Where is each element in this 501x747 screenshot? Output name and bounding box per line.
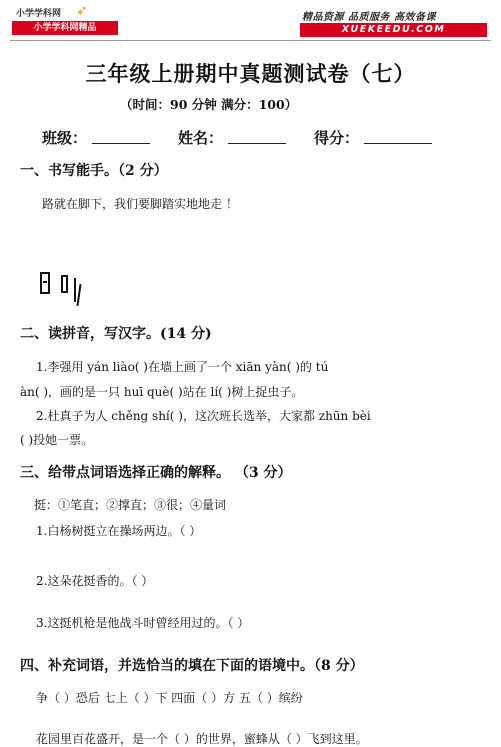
- section-4-line: 争（ ）恐后 七上（ ）下 四面（ ）方 五（ ）缤纷: [36, 691, 303, 705]
- section-1-heading: 一、书写能手。（2 分）: [20, 163, 168, 179]
- page-title: 三年级上册期中真题测试卷（七）: [85, 61, 416, 86]
- class-label: 班级：: [42, 129, 88, 147]
- logo-arrow-icon: ➶: [76, 3, 88, 19]
- site-banner: XUEKEEDU.COM: [300, 23, 487, 37]
- writing-stroke-marks: [40, 272, 90, 308]
- section-3-line: 2.这朵花挺香的。（ ）: [36, 574, 154, 588]
- header-slogan: 精品资源 品质服务 高效备课: [302, 12, 436, 23]
- section-3-line: 3.这挺机枪是他战斗时曾经用过的。（ ）: [36, 616, 250, 630]
- section-2-line: 1.李强用 yán liào( )在墙上画了一个 xiān yàn( )的 tú: [36, 360, 329, 374]
- section-1-line: 路就在脚下，我们要脚踏实地地走 ！: [42, 197, 238, 211]
- name-label: 姓名：: [178, 129, 224, 147]
- section-3-line: 挺：①笔直；②撑直；③很；④量词: [34, 498, 227, 512]
- logo-banner: 小学学科网精品: [12, 21, 118, 35]
- score-label: 得分：: [314, 129, 360, 147]
- section-3-heading: 三、给带点词语选择正确的解释。 （3 分）: [20, 465, 292, 481]
- header-divider: [10, 40, 491, 41]
- section-3-line: 1.白杨树挺立在操场两边。（ ）: [36, 524, 202, 538]
- name-blank: [228, 143, 286, 144]
- section-4-heading: 四、补充词语，并选恰当的填在下面的语境中。（8 分）: [20, 658, 364, 674]
- section-2-line: àn( )，画的是一只 huī què( )站在 lí( )树上捉虫子。: [20, 385, 304, 399]
- section-2-line: 2.杜真子为人 chěng shí( )，这次班长选举，大家都 zhūn bèi: [36, 409, 371, 423]
- section-2-heading: 二、读拼音，写汉字。(14 分): [20, 326, 212, 342]
- class-blank: [92, 143, 150, 144]
- score-blank: [364, 143, 432, 144]
- section-4-line: 花园里百花盛开，是一个（ ）的世界，蜜蜂从（ ）飞到这里。: [36, 732, 368, 746]
- section-2-line: ( )投她一票。: [20, 433, 94, 447]
- page-subtitle: （时间：90 分钟 满分：100）: [120, 97, 298, 112]
- logo-text: 小学学科网: [16, 9, 62, 19]
